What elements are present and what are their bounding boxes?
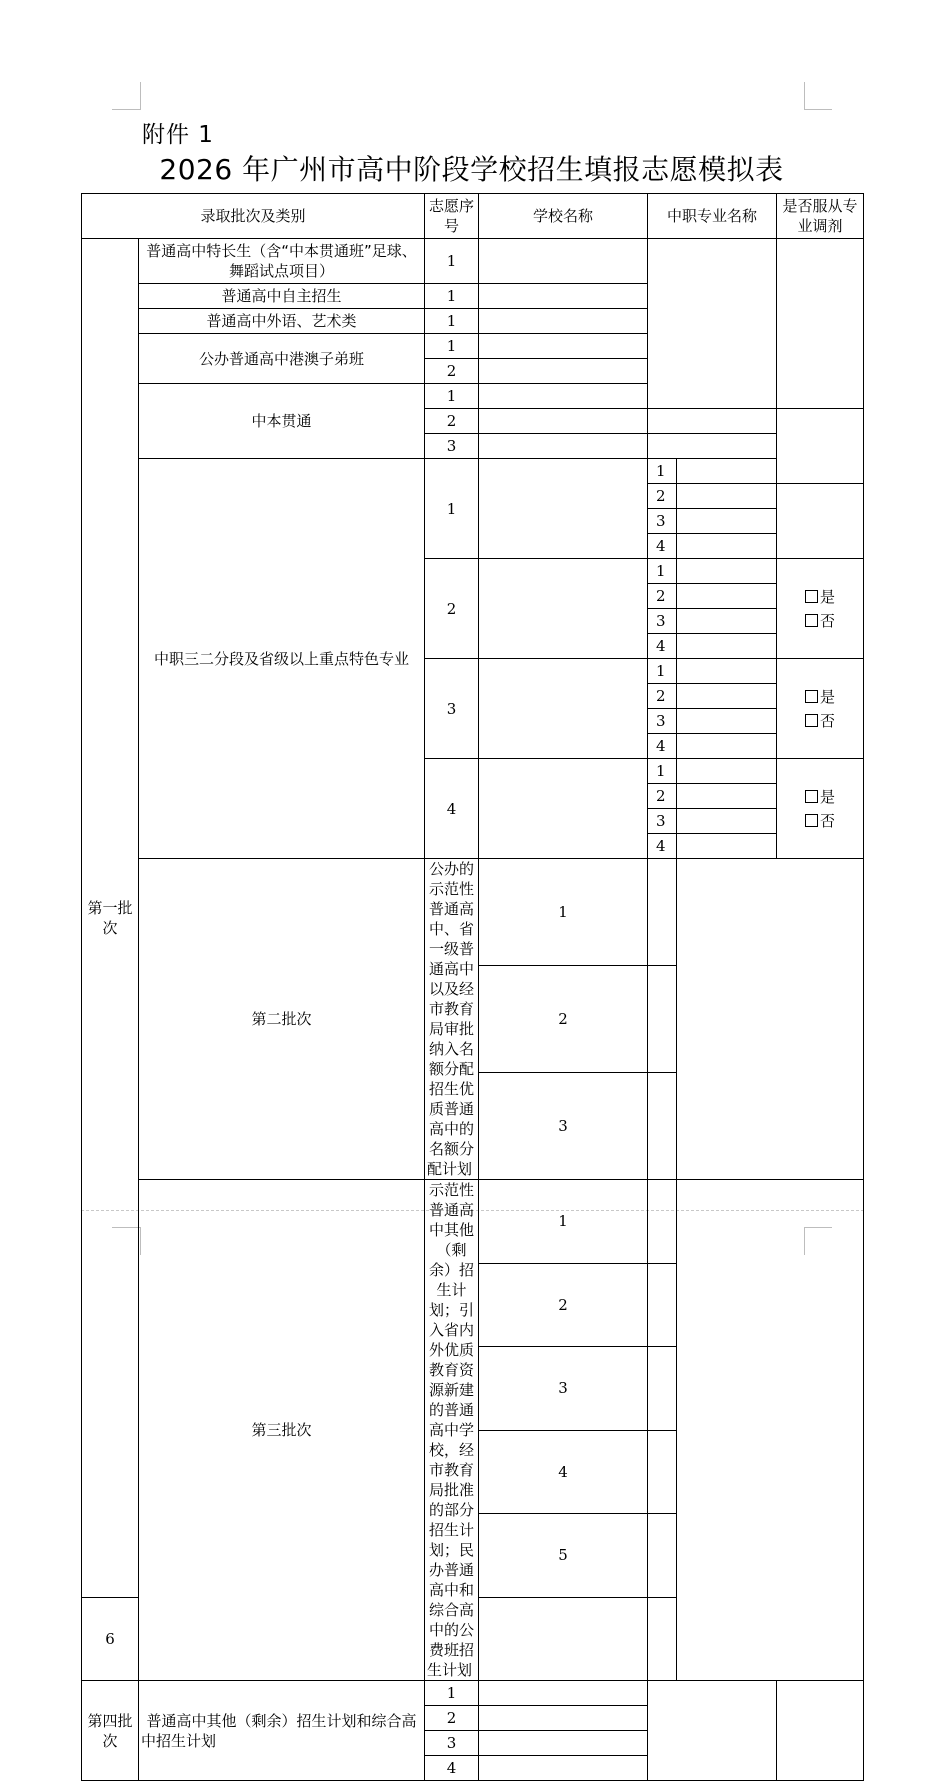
school-name-field[interactable] bbox=[648, 1263, 677, 1347]
seq-number: 1 bbox=[425, 309, 479, 334]
seq-number: 1 bbox=[425, 334, 479, 359]
seq-number: 1 bbox=[425, 459, 479, 559]
school-name-field[interactable] bbox=[479, 239, 648, 284]
category-third: 示范性普通高中其他（剩余）招生计划；引入省内外优质教育资源新建的普通高中学校，经市教育局批准的部分招生计划；民办普通高中和综合高中的公费班招生计划 bbox=[425, 1180, 479, 1681]
checkbox-icon bbox=[805, 614, 818, 627]
major-name-field[interactable] bbox=[677, 659, 777, 684]
major-name-field[interactable] bbox=[677, 1180, 864, 1681]
checkbox-icon bbox=[805, 814, 818, 827]
batch-first-label: 第一批次 bbox=[82, 239, 139, 1598]
major-name-field[interactable] bbox=[677, 509, 777, 534]
seq-number: 6 bbox=[82, 1597, 139, 1681]
major-name-field[interactable] bbox=[677, 684, 777, 709]
major-name-field[interactable] bbox=[677, 609, 777, 634]
obey-field[interactable] bbox=[777, 1681, 864, 1781]
school-name-field[interactable] bbox=[479, 309, 648, 334]
table-row bbox=[82, 459, 864, 484]
school-name-field[interactable] bbox=[479, 1681, 648, 1706]
table-row bbox=[82, 239, 864, 284]
batch-second-label: 第二批次 bbox=[139, 859, 425, 1180]
major-index: 3 bbox=[648, 609, 677, 634]
school-name-field[interactable] bbox=[479, 459, 648, 559]
seq-number: 2 bbox=[479, 966, 648, 1073]
school-name-field[interactable] bbox=[479, 759, 648, 859]
seq-number: 3 bbox=[479, 1347, 648, 1431]
major-index: 3 bbox=[648, 509, 677, 534]
checkbox-icon bbox=[805, 590, 818, 603]
category-second: 公办的示范性普通高中、省一级普通高中以及经市教育局审批纳入名额分配招生优质普通高中的名额分配计划 bbox=[425, 859, 479, 1180]
school-name-field[interactable] bbox=[479, 1597, 648, 1681]
header-row bbox=[82, 194, 864, 239]
batch-fourth-label: 第四批次 bbox=[82, 1681, 139, 1781]
category-vocational: 中职三二分段及省级以上重点特色专业 bbox=[139, 459, 425, 859]
major-index: 1 bbox=[648, 459, 677, 484]
crop-mark-top-right-h bbox=[804, 109, 832, 110]
major-index: 4 bbox=[648, 634, 677, 659]
major-name-field[interactable] bbox=[677, 784, 777, 809]
major-name-field[interactable] bbox=[648, 434, 777, 459]
crop-mark-top-left-v bbox=[140, 82, 141, 110]
header-seq: 志愿序号 bbox=[425, 194, 479, 239]
checkbox-icon bbox=[805, 714, 818, 727]
major-index: 4 bbox=[648, 734, 677, 759]
school-name-field[interactable] bbox=[479, 1706, 648, 1731]
obey-field[interactable] bbox=[777, 239, 864, 409]
option-no[interactable]: 否 bbox=[779, 809, 861, 833]
header-obey: 是否服从专业调剂 bbox=[777, 194, 864, 239]
major-name-field[interactable] bbox=[648, 1681, 777, 1781]
category-language-art: 普通高中外语、艺术类 bbox=[139, 309, 425, 334]
seq-number: 2 bbox=[425, 409, 479, 434]
major-name-field[interactable] bbox=[677, 559, 777, 584]
crop-mark-top-left-h bbox=[112, 109, 140, 110]
seq-number: 4 bbox=[425, 759, 479, 859]
category-special-talent: 普通高中特长生（含“中本贯通班”足球、舞蹈试点项目） bbox=[139, 239, 425, 284]
seq-number: 3 bbox=[425, 1731, 479, 1756]
school-name-field[interactable] bbox=[479, 1756, 648, 1781]
school-name-field[interactable] bbox=[479, 659, 648, 759]
seq-number: 2 bbox=[425, 559, 479, 659]
school-name-field[interactable] bbox=[648, 1347, 677, 1431]
category-hk-macau: 公办普通高中港澳子弟班 bbox=[139, 334, 425, 384]
category-fourth: 普通高中其他（剩余）招生计划和综合高中招生计划 bbox=[139, 1681, 425, 1781]
seq-number: 5 bbox=[479, 1514, 648, 1598]
major-index: 1 bbox=[648, 659, 677, 684]
major-index: 2 bbox=[648, 684, 677, 709]
major-name-field[interactable] bbox=[677, 759, 777, 784]
checkbox-icon bbox=[805, 790, 818, 803]
school-name-field[interactable] bbox=[479, 334, 648, 359]
major-name-field[interactable] bbox=[677, 459, 777, 484]
category-independent: 普通高中自主招生 bbox=[139, 284, 425, 309]
seq-number: 1 bbox=[479, 1180, 648, 1264]
major-index: 4 bbox=[648, 834, 677, 859]
seq-number: 4 bbox=[425, 1756, 479, 1781]
table-row bbox=[82, 1180, 864, 1264]
school-name-field[interactable] bbox=[479, 409, 648, 434]
school-name-field[interactable] bbox=[479, 284, 648, 309]
obey-choice bbox=[777, 559, 864, 659]
major-name-field[interactable] bbox=[677, 734, 777, 759]
major-name-field[interactable] bbox=[677, 834, 777, 859]
option-yes[interactable]: 是 bbox=[779, 785, 861, 809]
major-index: 4 bbox=[648, 534, 677, 559]
major-index: 2 bbox=[648, 484, 677, 509]
major-name-field[interactable] bbox=[677, 584, 777, 609]
major-name-field[interactable] bbox=[677, 534, 777, 559]
seq-number: 2 bbox=[425, 359, 479, 384]
page-title: 2026 年广州市高中阶段学校招生填报志愿模拟表 bbox=[159, 153, 784, 186]
school-name-field[interactable] bbox=[479, 384, 648, 409]
major-index: 2 bbox=[648, 784, 677, 809]
table-row bbox=[82, 1681, 864, 1706]
crop-mark-top-right-v bbox=[804, 82, 805, 110]
major-index: 3 bbox=[648, 709, 677, 734]
attachment-label: 附件 1 bbox=[142, 122, 214, 148]
major-name-field[interactable] bbox=[677, 709, 777, 734]
application-form-table bbox=[81, 193, 864, 1781]
major-name-field[interactable] bbox=[648, 239, 777, 409]
major-name-field[interactable] bbox=[677, 484, 777, 509]
seq-number: 2 bbox=[479, 1263, 648, 1347]
option-yes[interactable]: 是 bbox=[779, 685, 861, 709]
school-name-field[interactable] bbox=[479, 559, 648, 659]
category-zhongben: 中本贯通 bbox=[139, 384, 425, 459]
table-row bbox=[82, 859, 864, 966]
header-category: 录取批次及类别 bbox=[82, 194, 425, 239]
option-no[interactable]: 否 bbox=[779, 709, 861, 733]
school-name-field[interactable] bbox=[479, 359, 648, 384]
school-name-field[interactable] bbox=[648, 859, 677, 966]
header-major: 中职专业名称 bbox=[648, 194, 777, 239]
seq-number: 3 bbox=[479, 1073, 648, 1180]
seq-number: 4 bbox=[479, 1430, 648, 1514]
option-yes[interactable]: 是 bbox=[779, 585, 861, 609]
seq-number: 1 bbox=[425, 384, 479, 409]
seq-number: 1 bbox=[425, 284, 479, 309]
school-name-field[interactable] bbox=[648, 1073, 677, 1180]
major-index: 1 bbox=[648, 559, 677, 584]
major-name-field[interactable] bbox=[677, 809, 777, 834]
school-name-field[interactable] bbox=[479, 434, 648, 459]
obey-choice bbox=[777, 659, 864, 759]
seq-number: 2 bbox=[425, 1706, 479, 1731]
option-no[interactable]: 否 bbox=[779, 609, 861, 633]
seq-number: 3 bbox=[425, 434, 479, 459]
school-name-field[interactable] bbox=[648, 1180, 677, 1264]
obey-choice bbox=[777, 759, 864, 859]
school-name-field[interactable] bbox=[479, 1731, 648, 1756]
batch-third-label: 第三批次 bbox=[139, 1180, 425, 1681]
seq-number: 1 bbox=[479, 859, 648, 966]
major-name-field[interactable] bbox=[677, 634, 777, 659]
seq-number: 1 bbox=[425, 239, 479, 284]
school-name-field[interactable] bbox=[648, 966, 677, 1073]
school-name-field[interactable] bbox=[648, 1430, 677, 1514]
major-index: 1 bbox=[648, 759, 677, 784]
major-name-field[interactable] bbox=[648, 409, 777, 434]
major-name-field[interactable] bbox=[677, 859, 864, 1180]
major-index: 2 bbox=[648, 584, 677, 609]
major-index: 3 bbox=[648, 809, 677, 834]
checkbox-icon bbox=[805, 690, 818, 703]
school-name-field[interactable] bbox=[648, 1514, 677, 1598]
obey-field[interactable] bbox=[777, 409, 864, 484]
header-school: 学校名称 bbox=[479, 194, 648, 239]
seq-number: 3 bbox=[425, 659, 479, 759]
seq-number: 1 bbox=[425, 1681, 479, 1706]
